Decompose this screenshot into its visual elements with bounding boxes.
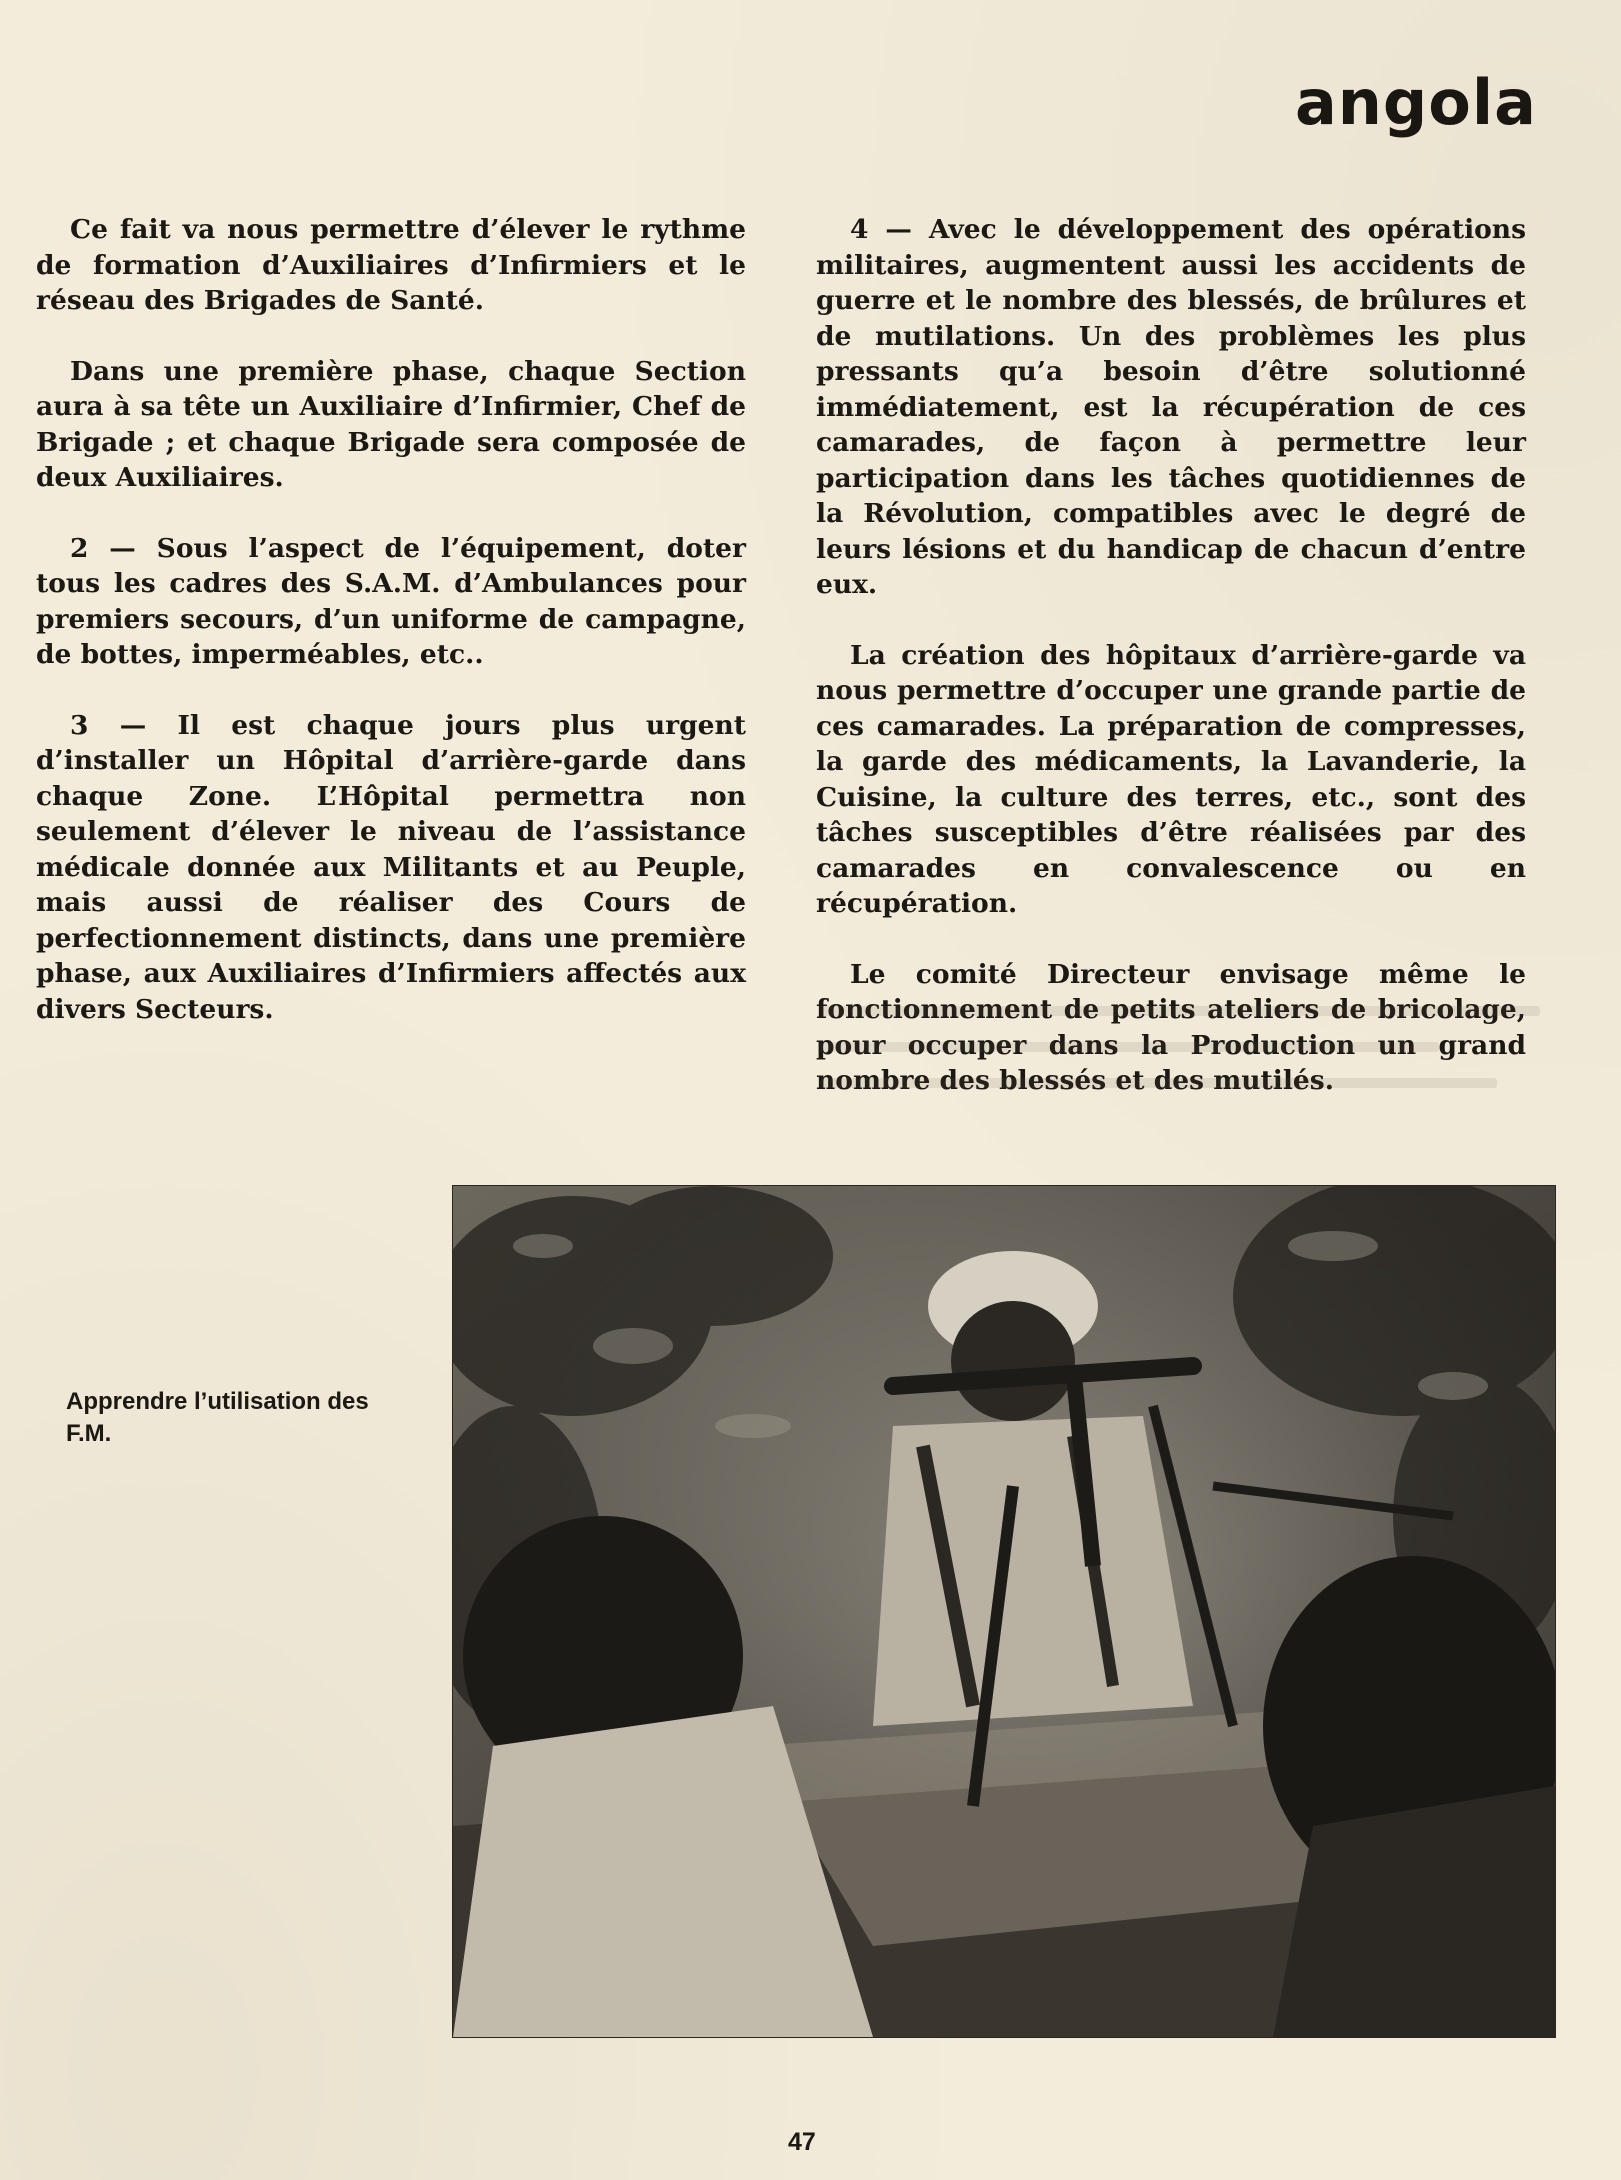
right-paragraph-2: La création des hôpitaux d’arrière-garde va nous permettre d’occuper une grande partie de ces camarades. La préparation de compresses, la garde des médicaments, la Lavanderie, la Cuisine, la culture des terres, etc., sont des tâches susceptibles d’être réalisées par des camarades en convalescence ou en récupération. (816, 639, 1526, 919)
left-paragraph-2: Dans une première phase, chaque Section aura à sa tête un Auxiliaire d’Infirmier, Chef de Brigade ; et chaque Brigade sera composée de deux Auxiliaires. (36, 355, 746, 493)
right-text-column (816, 212, 1526, 1134)
photo-caption: Apprendre l’utilisation des F.M. (66, 1388, 369, 1447)
left-paragraph-3: 2 — Sous l’aspect de l’équipement, doter tous les cadres des S.A.M. d’Ambulances pour premiers secours, d’un uniforme de campagne, de bottes, imperméables, etc.. (36, 532, 746, 670)
left-text-column (36, 212, 746, 1062)
right-paragraph-3: Le comité Directeur envisage même le fonctionnement de petits ateliers de bricolage, pour occuper dans la Production un grand nombre des blessés et des mutilés. (816, 958, 1526, 1096)
section-header: angola (1294, 66, 1537, 139)
left-paragraph-1: Ce fait va nous permettre d’élever le rythme de formation d’Auxiliaires d’Infirmiers et le réseau des Brigades de Santé. (36, 214, 746, 316)
page-number: 47 (788, 2128, 816, 2156)
right-paragraph-1: 4 — Avec le développement des opérations militaires, augmentent aussi les accidents de guerre et le nombre des blessés, de brûlures et de mutilations. Un des problèmes les plus pressants qu’a besoin d’être solutionné immédiatement, est la récupération de ces camarades, de façon à permettre leur participation dans les tâches quotidiennes de la Révolution, compatibles avec le degré de leurs lésions et du handicap de chacun d’entre eux. (816, 214, 1526, 600)
left-paragraph-4: 3 — Il est chaque jours plus urgent d’installer un Hôpital d’arrière-garde dans chaque Zone. L’Hôpital permettra non seulement d’élever le niveau de l’assistance médicale donnée aux Militants et au Peuple, mais aussi de réaliser des Cours de perfectionnement distincts, dans une première phase, aux Auxiliaires d’Infirmiers affectés aux divers Secteurs. (36, 709, 746, 1025)
soldiers-photograph (452, 1185, 1556, 2038)
